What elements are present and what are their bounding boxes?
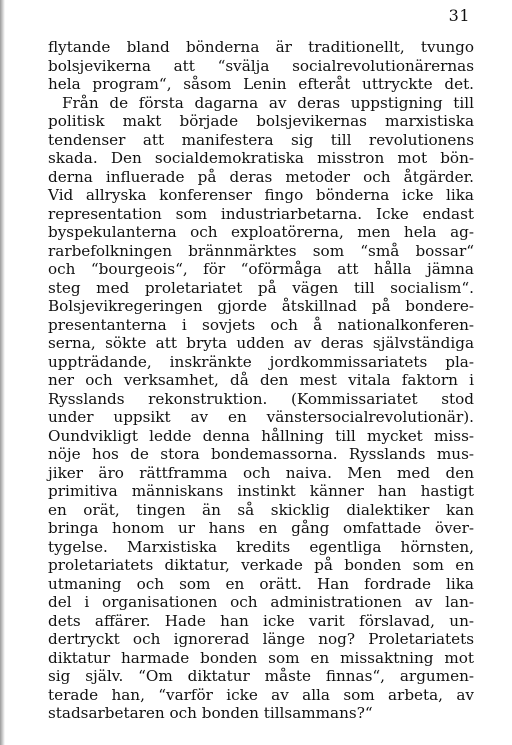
text-line: Vid allryska konferenser fingo bönderna icke lika [48,186,474,204]
text-line: bringa honom ur hans en gång omfattade över- [48,519,474,537]
text-line: Rysslands rekonstruktion. (Kommissariatet stod [48,389,474,408]
text-line: tendenser att manifestera sig till revolutionens [48,130,474,149]
text-line: skada. Den socialdemokratiska misstron mot bön- [48,149,474,167]
text-line: terade han, “varför icke av alla som arbeta, av [48,685,474,704]
text-line: och “bourgeois“, för “oförmåga att hålla jämna [48,260,474,278]
text-line: dets affärer. Hade han icke varit förslavad, un- [48,611,474,630]
text-line: hela program“, såsom Lenin efteråt uttryckte det. [48,75,474,93]
text-line: jiker äro rättframma och naiva. Men med den [48,463,474,482]
text-line: politisk makt började bolsjevikernas marxistiska [48,112,474,130]
body-text [48,38,474,723]
text-line: diktatur harmade bonden som en missaktning mot [48,648,474,667]
text-line: rarbefolkningen brännmärktes som “små bossar“ [48,241,474,260]
text-line: presentanterna i sovjets och å nationalkonferen- [48,315,474,334]
text-line: derna influerade på deras metoder och åtgärder. [48,167,474,186]
binding-shadow [0,0,5,745]
text-line: proletariatets diktatur, verkade på bonden som en [48,556,474,574]
text-line: utmaning och som en orätt. Han fordrade lika [48,574,474,593]
text-line: representation som industriarbetarna. Icke endast [48,204,474,223]
text-line: Oundvikligt ledde denna hållning till mycket miss- [48,426,474,445]
text-line: nöje hos de stora bondemassorna. Rysslands mus- [48,445,474,463]
text-line: uppträdande, inskränkte jordkommissariatets pla- [48,352,474,371]
text-line: flytande bland bönderna är traditionellt, tvungo [48,38,474,56]
text-line: ner och verksamhet, då den mest vitala faktorn i [48,371,474,389]
text-line: Från de första dagarna av deras uppstigning till [62,93,474,112]
text-line: en orät, tingen än så skicklig dialektiker kan [48,500,474,519]
text-line: sig själv. “Om diktatur måste finnas“, argumen- [48,667,474,685]
text-line: del i organisationen och administrationen av lan- [48,593,474,611]
page-number: 31 [448,6,470,25]
text-line: stadsarbetaren och bonden tillsammans?“ [48,704,373,722]
text-line: byspekulanterna och exploatörerna, men hela ag- [48,223,474,241]
text-line: under uppsikt av en vänstersocialrevolutionär). [48,408,474,426]
text-line: serna, sökte att bryta udden av deras självständiga [48,334,474,352]
text-line: bolsjevikerna att “svälja socialrevolutionärernas [48,56,474,75]
text-line: Bolsjevikregeringen gjorde åtskillnad på bondere- [48,297,474,315]
text-line: primitiva människans instinkt känner han hastigt [48,482,474,500]
text-line: dertryckt och ignorerad länge nog? Proletariatets [48,630,474,648]
text-line: tygelse. Marxistiska kredits egentliga hörnsten, [48,537,474,556]
text-line: steg med proletariatet på vägen till socialism“. [48,278,474,297]
